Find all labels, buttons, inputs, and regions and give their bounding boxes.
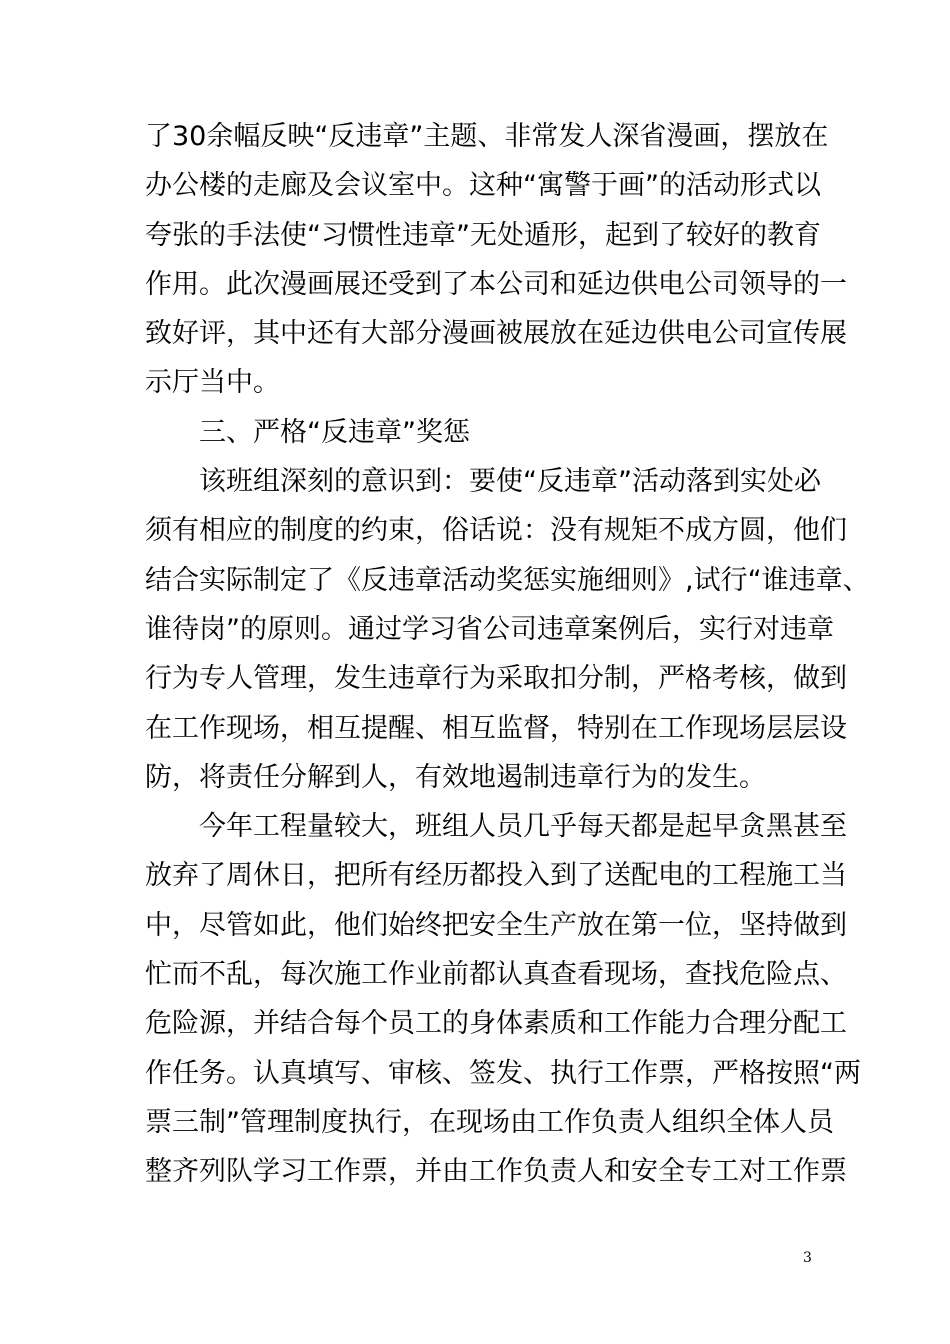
- text-line: 行为专人管理，发生违章行为采取扣分制，严格考核，做到: [145, 663, 847, 695]
- text-line: 夸张的手法使“习惯性违章”无处遁形，起到了较好的教育: [145, 219, 821, 251]
- section-heading: 三、严格“反违章”奖惩: [199, 416, 470, 448]
- text-line: 整齐列队学习工作票，并由工作负责人和安全专工对工作票: [145, 1156, 847, 1188]
- text-line: 示厅当中。: [145, 367, 280, 399]
- text-line: 谁待岗”的原则。通过学习省公司违章案例后，实行对违章: [145, 613, 834, 645]
- text-line: 致好评，其中还有大部分漫画被展放在延边供电公司宣传展: [145, 318, 847, 350]
- body-text: [145, 112, 870, 1197]
- text-line: 在工作现场，相互提醒、相互监督，特别在工作现场层层设: [145, 712, 847, 744]
- text-line: 防，将责任分解到人，有效地遏制违章行为的发生。: [145, 761, 766, 793]
- text-line: 该班组深刻的意识到：要使“反违章”活动落到实处必: [199, 466, 821, 498]
- text-line: 忙而不乱，每次施工作业前都认真查看现场，查找危险点、: [145, 959, 847, 991]
- text-line: 须有相应的制度的约束，俗话说：没有规矩不成方圆，他们: [145, 515, 847, 547]
- text-line: 结合实际制定了《反违章活动奖惩实施细则》,试行“谁违章、: [145, 564, 870, 596]
- text-line: 今年工程量较大，班组人员几乎每天都是起早贪黑甚至: [199, 811, 847, 843]
- text-line: 办公楼的走廊及会议室中。这种“寓警于画”的活动形式以: [145, 170, 821, 202]
- text-line: 票三制”管理制度执行，在现场由工作负责人组织全体人员: [145, 1106, 834, 1138]
- text-line: 危险源，并结合每个员工的身体素质和工作能力合理分配工: [145, 1008, 847, 1040]
- text-line: 中，尽管如此，他们始终把安全生产放在第一位，坚持做到: [145, 909, 847, 941]
- text-line: 放弃了周休日，把所有经历都投入到了送配电的工程施工当: [145, 860, 847, 892]
- page-number: 3: [803, 1250, 812, 1266]
- text-line: 了30余幅反映“反违章”主题、非常发人深省漫画，摆放在: [145, 121, 829, 152]
- text-line: 作用。此次漫画展还受到了本公司和延边供电公司领导的一: [145, 268, 847, 300]
- text-line: 作任务。认真填写、审核、签发、执行工作票，严格按照“两: [145, 1057, 861, 1089]
